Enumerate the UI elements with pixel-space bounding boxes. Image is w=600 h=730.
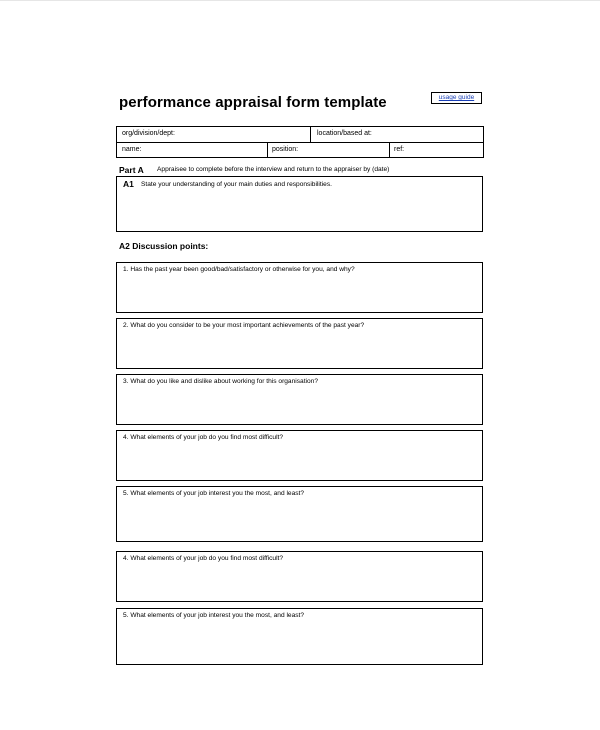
org-division-dept-field[interactable]: org/division/dept: xyxy=(122,130,175,137)
discussion-answer-box[interactable] xyxy=(116,430,483,481)
a1-answer-field[interactable] xyxy=(121,191,478,227)
name-field[interactable]: name: xyxy=(122,146,142,153)
discussion-question: 4. What elements of your job do you find most difficult? xyxy=(123,555,284,562)
info-table-divider xyxy=(310,127,311,142)
discussion-answer-field[interactable] xyxy=(121,389,478,420)
usage-guide-link[interactable]: usage guide xyxy=(431,92,482,104)
discussion-answer-field[interactable] xyxy=(121,501,478,537)
a2-heading: A2 Discussion points: xyxy=(119,241,209,251)
part-a-heading: Part A xyxy=(119,165,144,175)
discussion-answer-field[interactable] xyxy=(121,333,478,364)
discussion-answer-box[interactable] xyxy=(116,608,483,665)
info-table xyxy=(116,126,484,158)
discussion-answer-field[interactable] xyxy=(121,277,478,308)
a1-code: A1 xyxy=(123,179,134,189)
discussion-answer-box[interactable] xyxy=(116,262,483,313)
discussion-question: 1. Has the past year been good/bad/satisfactory or otherwise for you, and why? xyxy=(123,266,355,273)
info-table-divider xyxy=(389,142,390,157)
ref-field[interactable]: ref: xyxy=(394,146,405,153)
location-field[interactable]: location/based at: xyxy=(317,130,372,137)
discussion-answer-box[interactable] xyxy=(116,551,483,602)
discussion-answer-field[interactable] xyxy=(121,566,478,597)
discussion-question: 5. What elements of your job interest you the most, and least? xyxy=(123,490,305,497)
part-a-instructions: Appraisee to complete before the interview and return to the appraiser by (date) xyxy=(157,166,390,173)
discussion-question: 5. What elements of your job interest you the most, and least? xyxy=(123,612,305,619)
discussion-question: 4. What elements of your job do you find most difficult? xyxy=(123,434,284,441)
info-table-divider xyxy=(117,142,483,143)
discussion-answer-box[interactable] xyxy=(116,374,483,425)
discussion-question: 3. What do you like and dislike about working for this organisation? xyxy=(123,378,318,385)
info-table-divider xyxy=(267,142,268,157)
discussion-answer-field[interactable] xyxy=(121,445,478,476)
discussion-question: 2. What do you consider to be your most important achievements of the past year? xyxy=(123,322,365,329)
discussion-answer-box[interactable] xyxy=(116,318,483,369)
form-title: performance appraisal form template xyxy=(119,94,387,111)
discussion-answer-box[interactable] xyxy=(116,486,483,542)
position-field[interactable]: position: xyxy=(272,146,299,153)
a1-answer-box[interactable] xyxy=(116,176,483,232)
a1-question: State your understanding of your main duties and responsibilities. xyxy=(141,181,332,188)
discussion-answer-field[interactable] xyxy=(121,623,478,660)
